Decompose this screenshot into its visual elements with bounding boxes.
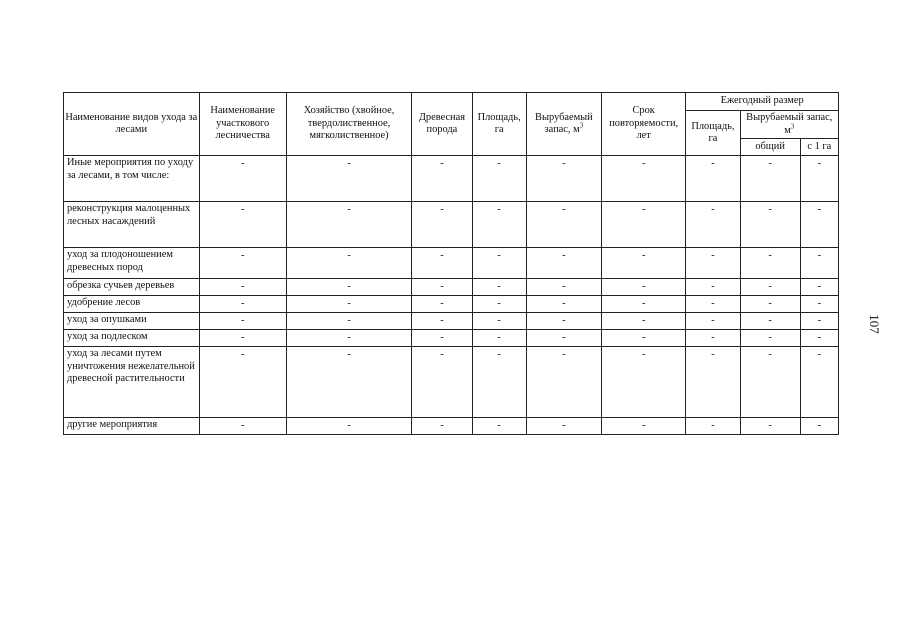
table-body [64, 156, 839, 435]
cell-value: - [199, 202, 286, 248]
cell-value: - [412, 156, 472, 202]
cell-value: - [800, 248, 838, 279]
cell-value: - [602, 330, 686, 347]
table-row [64, 202, 839, 248]
cell-value: - [602, 296, 686, 313]
cell-value: - [740, 296, 800, 313]
cell-value: - [740, 279, 800, 296]
cell-value: - [412, 248, 472, 279]
cell-value: - [526, 296, 601, 313]
cell-value: - [602, 418, 686, 435]
cell-value: - [526, 279, 601, 296]
cell-value: - [472, 418, 526, 435]
forest-care-table [63, 92, 839, 435]
cell-value: - [800, 313, 838, 330]
cell-value: - [526, 418, 601, 435]
cell-value: - [199, 347, 286, 418]
header-forestry-district: Наименование участкового лесничества [199, 93, 286, 156]
table-header [64, 93, 839, 156]
cell-value: - [686, 156, 740, 202]
cell-value: - [412, 347, 472, 418]
header-care-type: Наименование видов ухода за лесами [64, 93, 200, 156]
cell-value: - [800, 330, 838, 347]
cell-value: - [686, 347, 740, 418]
cell-value: - [526, 313, 601, 330]
cell-value: - [472, 279, 526, 296]
cell-value: - [800, 202, 838, 248]
cell-value: - [286, 313, 411, 330]
cell-value: - [199, 313, 286, 330]
cell-value: - [286, 330, 411, 347]
cell-value: - [686, 279, 740, 296]
cell-value: - [199, 156, 286, 202]
cell-value: - [602, 156, 686, 202]
cell-value: - [472, 330, 526, 347]
cell-value: - [800, 418, 838, 435]
cell-value: - [199, 330, 286, 347]
cell-value: - [412, 418, 472, 435]
header-area: Площадь, га [472, 93, 526, 156]
cell-value: - [472, 296, 526, 313]
cell-value: - [526, 347, 601, 418]
cell-value: - [526, 156, 601, 202]
cell-value: - [526, 248, 601, 279]
cell-value: - [800, 296, 838, 313]
cell-value: - [472, 347, 526, 418]
cell-value: - [286, 296, 411, 313]
header-annual-size: Ежегодный размер [686, 93, 839, 111]
header-annual-total: общий [740, 139, 800, 156]
cell-value: - [286, 418, 411, 435]
cell-value: - [800, 156, 838, 202]
row-name: другие мероприятия [64, 418, 200, 435]
cell-value: - [199, 418, 286, 435]
header-annual-per-ha: с 1 га [800, 139, 838, 156]
cell-value: - [740, 313, 800, 330]
header-repeat-period: Срок повторяемости, лет [602, 93, 686, 156]
cell-value: - [686, 296, 740, 313]
row-name: реконструкция малоценных лесных насаждений [64, 202, 200, 248]
cell-value: - [286, 279, 411, 296]
cell-value: - [412, 313, 472, 330]
cell-value: - [526, 330, 601, 347]
cell-value: - [686, 202, 740, 248]
cell-value: - [199, 248, 286, 279]
page-number: 107 [867, 314, 882, 334]
cell-value: - [602, 248, 686, 279]
cell-value: - [602, 313, 686, 330]
cell-value: - [740, 330, 800, 347]
header-annual-area: Площадь, га [686, 111, 740, 156]
cell-value: - [686, 313, 740, 330]
header-felling-volume: Вырубаемый запас, $м^3$ [526, 93, 601, 156]
table-row [64, 418, 839, 435]
cell-value: - [472, 313, 526, 330]
cell-value: - [740, 248, 800, 279]
cell-value: - [602, 347, 686, 418]
row-name: уход за плодоношением древесных пород [64, 248, 200, 279]
cell-value: - [286, 347, 411, 418]
table-row [64, 296, 839, 313]
cell-value: - [412, 279, 472, 296]
table-row [64, 279, 839, 296]
row-name: уход за лесами путем уничтожения нежелательной древесной растительности [64, 347, 200, 418]
cell-value: - [412, 202, 472, 248]
cell-value: - [199, 279, 286, 296]
table-row [64, 248, 839, 279]
header-annual-volume: Вырубаемый запас, $м^3$ [740, 111, 838, 139]
cell-value: - [286, 202, 411, 248]
row-name: обрезка сучьев деревьев [64, 279, 200, 296]
row-name: уход за подлеском [64, 330, 200, 347]
row-name: удобрение лесов [64, 296, 200, 313]
cell-value: - [472, 202, 526, 248]
cell-value: - [286, 248, 411, 279]
cell-value: - [199, 296, 286, 313]
cell-value: - [800, 279, 838, 296]
cell-value: - [686, 248, 740, 279]
cell-value: - [472, 248, 526, 279]
row-name: Иные мероприятия по уходу за лесами, в том числе: [64, 156, 200, 202]
cell-value: - [686, 330, 740, 347]
table-row [64, 347, 839, 418]
header-tree-species: Древесная порода [412, 93, 472, 156]
cell-value: - [740, 202, 800, 248]
cell-value: - [602, 279, 686, 296]
cell-value: - [526, 202, 601, 248]
cell-value: - [286, 156, 411, 202]
cell-value: - [740, 156, 800, 202]
table-row [64, 156, 839, 202]
cell-value: - [412, 296, 472, 313]
row-name: уход за опушками [64, 313, 200, 330]
cell-value: - [740, 418, 800, 435]
cell-value: - [472, 156, 526, 202]
header-economy: Хозяйство (хвойное, твердолиственное, мягколиственное) [286, 93, 411, 156]
cell-value: - [602, 202, 686, 248]
table-row [64, 313, 839, 330]
table-row [64, 330, 839, 347]
cell-value: - [412, 330, 472, 347]
cell-value: - [800, 347, 838, 418]
cell-value: - [686, 418, 740, 435]
cell-value: - [740, 347, 800, 418]
